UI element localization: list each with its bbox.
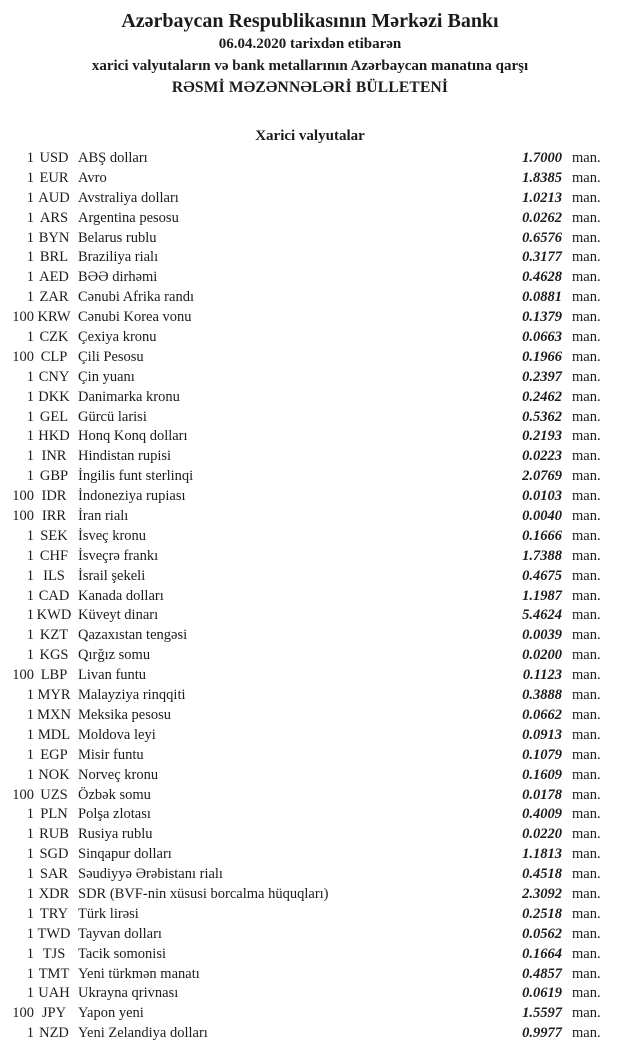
bulletin-header (0, 0, 620, 99)
rate-row (0, 965, 620, 985)
currency-name: Malayziya rinqqiti (78, 687, 186, 704)
rate-row (0, 209, 620, 229)
currency-code: IDR (41, 488, 67, 505)
currency-quantity: 1 (26, 746, 34, 763)
rate-value: 1.1813 (522, 846, 562, 863)
rate-row (0, 945, 620, 965)
unit-label: man. (572, 348, 601, 365)
currency-code: EGP (40, 746, 68, 763)
currency-name: Kanada dolları (78, 587, 164, 604)
currency-name: Yapon yeni (78, 1005, 144, 1022)
rate-value: 0.1666 (522, 527, 562, 544)
rate-row (0, 865, 620, 885)
rate-value: 0.4009 (522, 806, 562, 823)
rate-row (0, 169, 620, 189)
currency-name: Livan funtu (78, 667, 147, 684)
currency-name: Meksika pesosu (78, 706, 172, 723)
rate-row (0, 328, 620, 348)
unit-label: man. (572, 309, 601, 326)
unit-label: man. (572, 488, 601, 505)
rate-value: 0.0103 (522, 488, 562, 505)
currency-quantity: 1 (26, 527, 34, 544)
currency-code: INR (41, 448, 67, 465)
rate-value: 0.1609 (522, 766, 562, 783)
currency-name: Qırğız somu (78, 647, 151, 664)
rate-row (0, 288, 620, 308)
rate-value: 0.3177 (522, 249, 562, 266)
currency-name: İndoneziya rupiası (78, 488, 186, 505)
currency-quantity: 1 (26, 866, 34, 883)
rate-value: 0.0200 (522, 647, 562, 664)
rate-row (0, 706, 620, 726)
rate-value: 0.1966 (522, 348, 562, 365)
currency-quantity: 100 (12, 508, 34, 525)
rate-row (0, 507, 620, 527)
rate-row (0, 984, 620, 1004)
rate-value: 0.0223 (522, 448, 562, 465)
currency-name: Yeni Zelandiya dolları (78, 1025, 208, 1042)
unit-label: man. (572, 846, 601, 863)
rate-value: 1.1987 (522, 587, 562, 604)
unit-label: man. (572, 766, 601, 783)
rate-row (0, 726, 620, 746)
rate-value: 0.0178 (522, 786, 562, 803)
rate-value: 0.0662 (522, 706, 562, 723)
currency-code: MDL (37, 726, 71, 743)
currency-name: Honq Konq dolları (78, 428, 188, 445)
currency-quantity: 100 (12, 1005, 34, 1022)
currency-name: Hindistan rupisi (78, 448, 172, 465)
currency-code: KWD (36, 607, 72, 624)
currency-name: Polşa zlotası (78, 806, 151, 823)
rate-row (0, 606, 620, 626)
currency-code: ARS (39, 209, 69, 226)
currency-quantity: 100 (12, 309, 34, 326)
rate-value: 0.0039 (522, 627, 562, 644)
currency-quantity: 1 (26, 209, 34, 226)
currency-code: UAH (38, 985, 70, 1002)
currency-code: BYN (38, 229, 70, 246)
currency-name: Avstraliya dolları (78, 189, 179, 206)
rate-value: 1.7388 (522, 547, 562, 564)
rate-row (0, 368, 620, 388)
unit-label: man. (572, 408, 601, 425)
rates-table (0, 149, 620, 1042)
unit-label: man. (572, 687, 601, 704)
rate-row (0, 686, 620, 706)
unit-label: man. (572, 627, 601, 644)
currency-quantity: 1 (26, 965, 34, 982)
rate-value: 0.0262 (522, 209, 562, 226)
unit-label: man. (572, 667, 601, 684)
unit-label: man. (572, 209, 601, 226)
rate-value: 0.4857 (522, 965, 562, 982)
rate-value: 0.1079 (522, 746, 562, 763)
currency-code: IRR (41, 508, 67, 525)
currency-name: Türk lirəsi (78, 905, 139, 922)
unit-label: man. (572, 229, 601, 246)
currency-code: KZT (39, 627, 69, 644)
currency-name: İsrail şekeli (78, 567, 146, 584)
currency-quantity: 1 (26, 687, 34, 704)
rate-value: 0.1664 (522, 945, 562, 962)
rate-row (0, 348, 620, 368)
unit-label: man. (572, 388, 601, 405)
unit-label: man. (572, 448, 601, 465)
currency-code: RUB (39, 826, 69, 843)
rate-row (0, 746, 620, 766)
rate-value: 0.2462 (522, 388, 562, 405)
currency-code: DKK (38, 388, 70, 405)
currency-code: MXN (37, 706, 71, 723)
unit-label: man. (572, 806, 601, 823)
currency-name: Yeni türkmən manatı (78, 965, 200, 982)
currency-name: İsveç kronu (78, 527, 147, 544)
rate-value: 0.0040 (522, 508, 562, 525)
rate-row (0, 766, 620, 786)
section-title-foreign-currencies: Xarici valyutalar (255, 128, 365, 144)
rate-row (0, 268, 620, 288)
rate-row (0, 825, 620, 845)
unit-label: man. (572, 150, 601, 166)
rate-value: 1.5597 (522, 1005, 562, 1022)
unit-label: man. (572, 706, 601, 723)
currency-code: NOK (38, 766, 70, 783)
currency-quantity: 1 (26, 169, 34, 186)
currency-name: İsveçrə frankı (78, 547, 159, 564)
currency-name: Braziliya rialı (78, 249, 159, 266)
rate-value: 0.6576 (522, 229, 562, 246)
bank-title: Azərbaycan Respublikasının Mərkəzi Bankı (121, 10, 499, 32)
rate-row (0, 388, 620, 408)
rate-value: 0.9977 (522, 1025, 562, 1042)
rate-row (0, 248, 620, 268)
currency-quantity: 1 (26, 408, 34, 425)
unit-label: man. (572, 866, 601, 883)
currency-code: GEL (39, 408, 69, 425)
unit-label: man. (572, 527, 601, 544)
unit-label: man. (572, 428, 601, 445)
currency-name: BƏƏ dirhəmi (78, 269, 158, 286)
rate-row (0, 885, 620, 905)
currency-quantity: 1 (26, 189, 34, 206)
currency-quantity: 1 (26, 388, 34, 405)
unit-label: man. (572, 1005, 601, 1022)
currency-name: Argentina pesosu (78, 209, 179, 226)
rate-row (0, 467, 620, 487)
currency-code: GBP (39, 468, 69, 485)
currency-code: NZD (39, 1025, 69, 1042)
currency-name: Danimarka kronu (78, 388, 180, 405)
rate-value: 1.0213 (522, 189, 562, 206)
rate-value: 0.4518 (522, 866, 562, 883)
currency-name: Küveyt dinarı (78, 607, 159, 624)
currency-quantity: 1 (26, 428, 34, 445)
effective-date-line: 06.04.2020 tarixdən etibarən (218, 36, 402, 52)
currency-name: Norveç kronu (78, 766, 159, 783)
currency-quantity: 100 (12, 348, 34, 365)
unit-label: man. (572, 965, 601, 982)
currency-code: CNY (38, 368, 70, 385)
currency-quantity: 1 (26, 587, 34, 604)
currency-code: PLN (40, 806, 68, 823)
currency-name: Çili Pesosu (78, 348, 144, 365)
currency-name: Qazaxıstan tengəsi (78, 627, 188, 644)
currency-code: KRW (37, 309, 71, 326)
currency-code: SEK (40, 527, 68, 544)
currency-quantity: 1 (26, 985, 34, 1002)
currency-quantity: 1 (26, 269, 34, 286)
currency-quantity: 1 (26, 806, 34, 823)
currency-name: Avro (78, 169, 107, 186)
unit-label: man. (572, 567, 601, 584)
currency-quantity: 1 (26, 547, 34, 564)
unit-label: man. (572, 289, 601, 306)
rate-row (0, 427, 620, 447)
currency-name: Sinqapur dolları (78, 846, 172, 863)
unit-label: man. (572, 189, 601, 206)
currency-quantity: 1 (26, 925, 34, 942)
unit-label: man. (572, 985, 601, 1002)
currency-quantity: 1 (26, 766, 34, 783)
unit-label: man. (572, 885, 601, 902)
rate-value: 0.3888 (522, 687, 562, 704)
rate-value: 0.0562 (522, 925, 562, 942)
currency-quantity: 1 (26, 945, 34, 962)
unit-label: man. (572, 587, 601, 604)
unit-label: man. (572, 547, 601, 564)
rate-value: 0.5362 (522, 408, 562, 425)
rate-row (0, 805, 620, 825)
rate-row (0, 1024, 620, 1042)
unit-label: man. (572, 368, 601, 385)
currency-name: Çin yuanı (78, 368, 135, 385)
currency-code: UZS (40, 786, 68, 803)
rate-value: 0.2397 (522, 368, 562, 385)
currency-quantity: 1 (26, 448, 34, 465)
currency-quantity: 1 (26, 368, 34, 385)
currency-code: ZAR (39, 289, 69, 306)
rate-row (0, 786, 620, 806)
currency-quantity: 1 (26, 229, 34, 246)
currency-quantity: 1 (26, 885, 34, 902)
unit-label: man. (572, 329, 601, 346)
unit-label: man. (572, 269, 601, 286)
currency-name: İran rialı (78, 508, 129, 525)
unit-label: man. (572, 468, 601, 485)
currency-quantity: 1 (26, 826, 34, 843)
rate-row (0, 567, 620, 587)
unit-label: man. (572, 905, 601, 922)
currency-code: ILS (43, 567, 65, 584)
currency-code: TRY (39, 905, 69, 922)
currency-name: SDR (BVF-nin xüsusi borcalma hüquqları) (78, 885, 329, 902)
currency-quantity: 1 (26, 846, 34, 863)
rate-value: 0.2518 (522, 905, 562, 922)
currency-code: CZK (39, 329, 69, 346)
unit-label: man. (572, 925, 601, 942)
rate-value: 1.8385 (522, 169, 562, 186)
currency-quantity: 100 (12, 786, 34, 803)
rate-row (0, 447, 620, 467)
currency-quantity: 1 (26, 329, 34, 346)
currency-quantity: 1 (26, 150, 34, 166)
currency-code: XDR (38, 885, 70, 902)
bulletin-subtitle: xarici valyutaların və bank metallarının Azərbaycan manatına qarşı (91, 58, 529, 74)
currency-name: ABŞ dolları (78, 150, 148, 166)
rate-row (0, 547, 620, 567)
currency-quantity: 1 (26, 289, 34, 306)
currency-code: MYR (37, 687, 71, 704)
currency-quantity: 1 (26, 647, 34, 664)
rate-row (0, 308, 620, 328)
currency-name: İngilis funt sterlinqi (78, 468, 194, 485)
rate-value: 0.2193 (522, 428, 562, 445)
rate-value: 0.4628 (522, 269, 562, 286)
rate-value: 0.0663 (522, 329, 562, 346)
currency-code: TWD (37, 925, 71, 942)
rate-value: 0.0913 (522, 726, 562, 743)
currency-name: Səudiyyə Ərəbistanı rialı (78, 866, 223, 883)
currency-name: Rusiya rublu (78, 826, 153, 843)
rate-row (0, 229, 620, 249)
unit-label: man. (572, 726, 601, 743)
rate-value: 0.1379 (522, 309, 562, 326)
rate-row (0, 149, 620, 169)
currency-name: Belarus rublu (78, 229, 157, 246)
currency-code: TJS (42, 945, 66, 962)
unit-label: man. (572, 945, 601, 962)
currency-code: AUD (38, 189, 70, 206)
unit-label: man. (572, 169, 601, 186)
rate-row (0, 1004, 620, 1024)
currency-quantity: 1 (26, 627, 34, 644)
rate-value: 1.7000 (522, 150, 562, 166)
currency-code: JPY (41, 1005, 67, 1022)
currency-code: LBP (40, 667, 68, 684)
currency-name: Cənubi Korea vonu (78, 309, 192, 326)
currency-quantity: 1 (26, 905, 34, 922)
bulletin-title: RƏSMİ MƏZƏNNƏLƏRİ BÜLLETENİ (171, 79, 449, 96)
currency-name: Ukrayna qrivnası (78, 985, 179, 1002)
currency-quantity: 1 (26, 1025, 34, 1042)
unit-label: man. (572, 786, 601, 803)
currency-quantity: 1 (26, 468, 34, 485)
currency-code: USD (39, 150, 69, 166)
currency-name: Moldova leyi (78, 726, 156, 743)
rate-value: 0.0220 (522, 826, 562, 843)
unit-label: man. (572, 1025, 601, 1042)
currency-name: Cənubi Afrika randı (78, 289, 194, 306)
currency-quantity: 1 (26, 706, 34, 723)
currency-code: CHF (39, 547, 69, 564)
currency-code: HKD (38, 428, 70, 445)
unit-label: man. (572, 826, 601, 843)
rate-row (0, 587, 620, 607)
currency-code: CAD (38, 587, 70, 604)
currency-quantity: 1 (26, 607, 34, 624)
rate-value: 2.3092 (522, 885, 562, 902)
currency-code: CLP (40, 348, 68, 365)
currency-name: Tacik somonisi (78, 945, 166, 962)
unit-label: man. (572, 607, 601, 624)
currency-name: Misir funtu (78, 746, 144, 763)
rate-value: 0.0619 (522, 985, 562, 1002)
rate-value: 0.4675 (522, 567, 562, 584)
currency-code: SAR (39, 866, 69, 883)
rate-row (0, 527, 620, 547)
currency-code: TMT (38, 965, 70, 982)
rate-row (0, 408, 620, 428)
currency-name: Özbək somu (78, 786, 151, 803)
currency-code: SGD (39, 846, 69, 863)
currency-code: AED (39, 269, 69, 286)
rate-value: 2.0769 (522, 468, 562, 485)
rate-row (0, 845, 620, 865)
rate-row (0, 189, 620, 209)
unit-label: man. (572, 249, 601, 266)
currency-code: KGS (39, 647, 69, 664)
rate-row (0, 925, 620, 945)
rate-row (0, 626, 620, 646)
currency-code: BRL (39, 249, 69, 266)
currency-quantity: 1 (26, 249, 34, 266)
unit-label: man. (572, 508, 601, 525)
rate-value: 0.0881 (522, 289, 562, 306)
currency-quantity: 100 (12, 488, 34, 505)
rate-row (0, 666, 620, 686)
unit-label: man. (572, 647, 601, 664)
currency-quantity: 1 (26, 567, 34, 584)
currency-name: Tayvan dolları (78, 925, 162, 942)
unit-label: man. (572, 746, 601, 763)
rate-value: 5.4624 (522, 607, 562, 624)
currency-code: EUR (39, 169, 69, 186)
rate-row (0, 487, 620, 507)
currency-quantity: 100 (12, 667, 34, 684)
currency-name: Çexiya kronu (78, 329, 157, 346)
currency-name: Gürcü larisi (78, 408, 147, 425)
rate-row (0, 646, 620, 666)
rate-value: 0.1123 (522, 667, 562, 684)
currency-quantity: 1 (26, 726, 34, 743)
rate-row (0, 905, 620, 925)
